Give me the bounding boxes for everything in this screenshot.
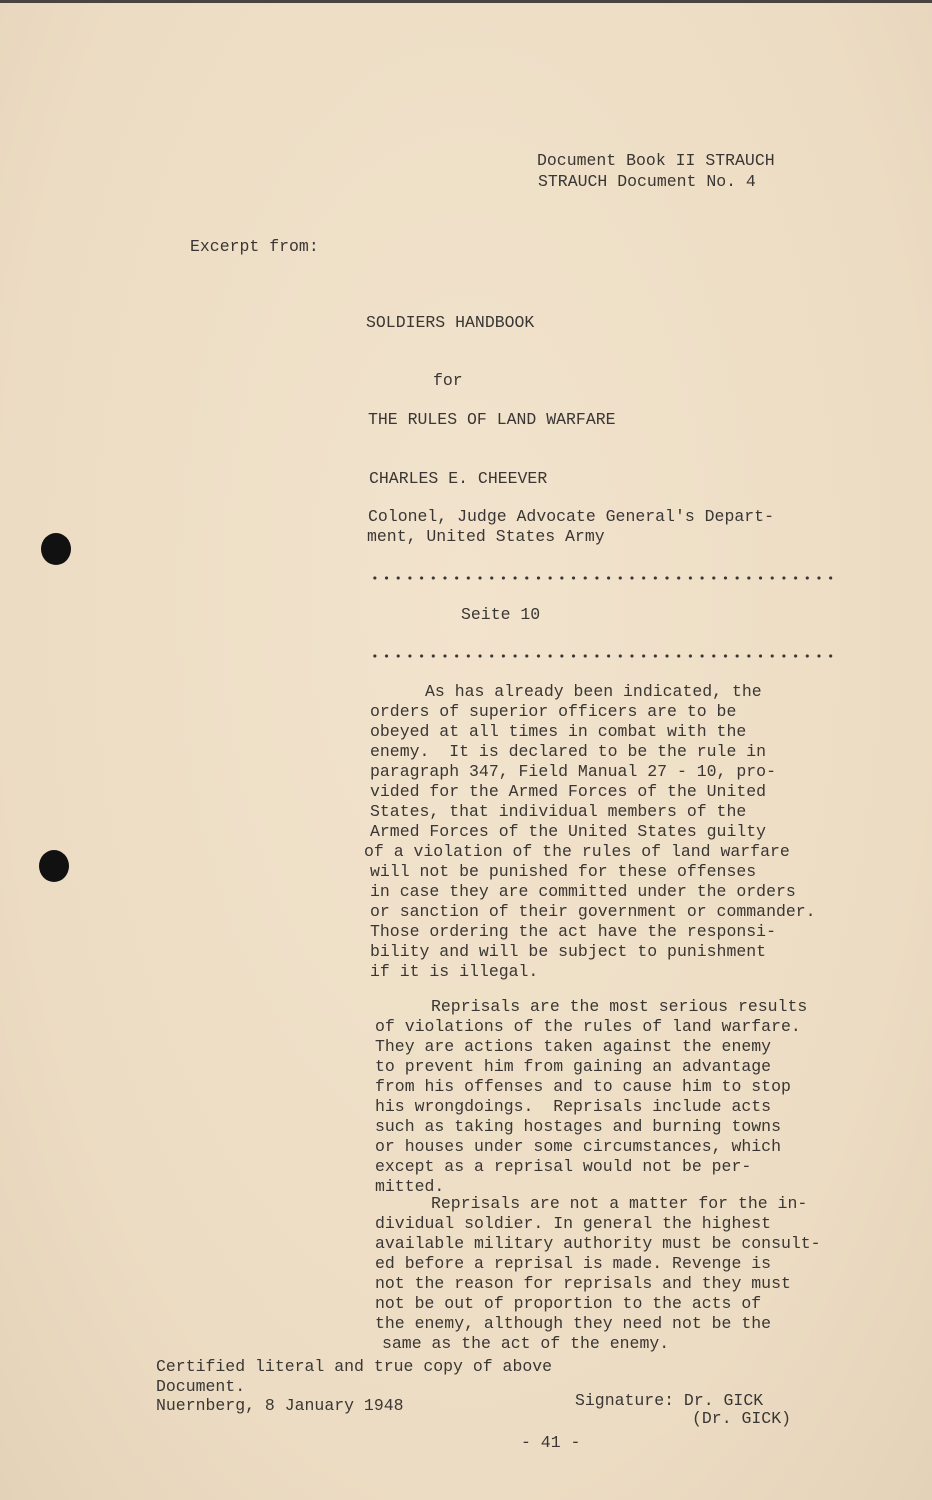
text-line: or sanction of their government or commander.: [370, 902, 816, 921]
text-line: if it is illegal.: [370, 962, 539, 981]
author-name: CHARLES E. CHEEVER: [369, 469, 548, 488]
document-book-header: Document Book II STRAUCH: [537, 151, 775, 170]
signature-name: (Dr. GICK): [692, 1409, 792, 1428]
text-line: or houses under some circumstances, which: [375, 1137, 781, 1156]
text-line: of a violation of the rules of land warfare: [364, 842, 790, 861]
certification-date: Nuernberg, 8 January 1948: [156, 1396, 404, 1415]
certification-line-2: Document.: [156, 1377, 246, 1396]
title-line-1: SOLDIERS HANDBOOK: [366, 313, 535, 332]
text-line: to prevent him from gaining an advantage: [375, 1057, 772, 1076]
page-reference: Seite 10: [461, 605, 541, 624]
text-line: will not be punished for these offenses: [370, 862, 757, 881]
top-edge-line: [0, 0, 932, 3]
author-role-line-1: Colonel, Judge Advocate General's Depart-: [368, 507, 774, 526]
text-line: except as a reprisal would not be per-: [375, 1157, 752, 1176]
text-line: Armed Forces of the United States guilty: [370, 822, 767, 841]
title-line-3: THE RULES OF LAND WARFARE: [368, 410, 616, 429]
text-line: vided for the Armed Forces of the United: [370, 782, 767, 801]
text-line: dividual soldier. In general the highest: [375, 1214, 772, 1233]
page-number: - 41 -: [521, 1433, 581, 1452]
text-line: same as the act of the enemy.: [382, 1334, 670, 1353]
text-line: paragraph 347, Field Manual 27 - 10, pro-: [370, 762, 776, 781]
signature-line: Signature: Dr. GICK: [575, 1391, 764, 1410]
excerpt-label: Excerpt from:: [190, 237, 319, 256]
certification-line-1: Certified literal and true copy of above: [156, 1357, 553, 1376]
text-line: mitted.: [375, 1177, 445, 1196]
text-line: bility and will be subject to punishment: [370, 942, 767, 961]
text-line: orders of superior officers are to be: [370, 702, 737, 721]
text-line: Reprisals are not a matter for the in-: [431, 1194, 808, 1213]
text-line: Those ordering the act have the responsi-: [370, 922, 776, 941]
document-number-header: STRAUCH Document No. 4: [538, 172, 756, 191]
text-line: ed before a reprisal is made. Revenge is: [375, 1254, 772, 1273]
text-line: from his offenses and to cause him to stop: [375, 1077, 791, 1096]
text-line: not be out of proportion to the acts of: [375, 1294, 762, 1313]
punch-hole-top: [41, 533, 71, 565]
title-line-2: for: [433, 371, 463, 390]
text-line: States, that individual members of the: [370, 802, 747, 821]
text-line: available military authority must be consult-: [375, 1234, 821, 1253]
text-line: in case they are committed under the orders: [370, 882, 796, 901]
text-line: obeyed at all times in combat with the: [370, 722, 747, 741]
text-line: Reprisals are the most serious results: [431, 997, 808, 1016]
punch-hole-bottom: [39, 850, 69, 882]
dotted-separator-bottom: [369, 653, 839, 659]
text-line: his wrongdoings. Reprisals include acts: [375, 1097, 772, 1116]
dotted-separator-top: [369, 575, 839, 581]
text-line: of violations of the rules of land warfare.: [375, 1017, 801, 1036]
text-line: enemy. It is declared to be the rule in: [370, 742, 767, 761]
text-line: not the reason for reprisals and they must: [375, 1274, 791, 1293]
author-role-line-2: ment, United States Army: [367, 527, 605, 546]
text-line: They are actions taken against the enemy: [375, 1037, 772, 1056]
text-line: such as taking hostages and burning towns: [375, 1117, 781, 1136]
text-line: As has already been indicated, the: [425, 682, 762, 701]
text-line: the enemy, although they need not be the: [375, 1314, 772, 1333]
